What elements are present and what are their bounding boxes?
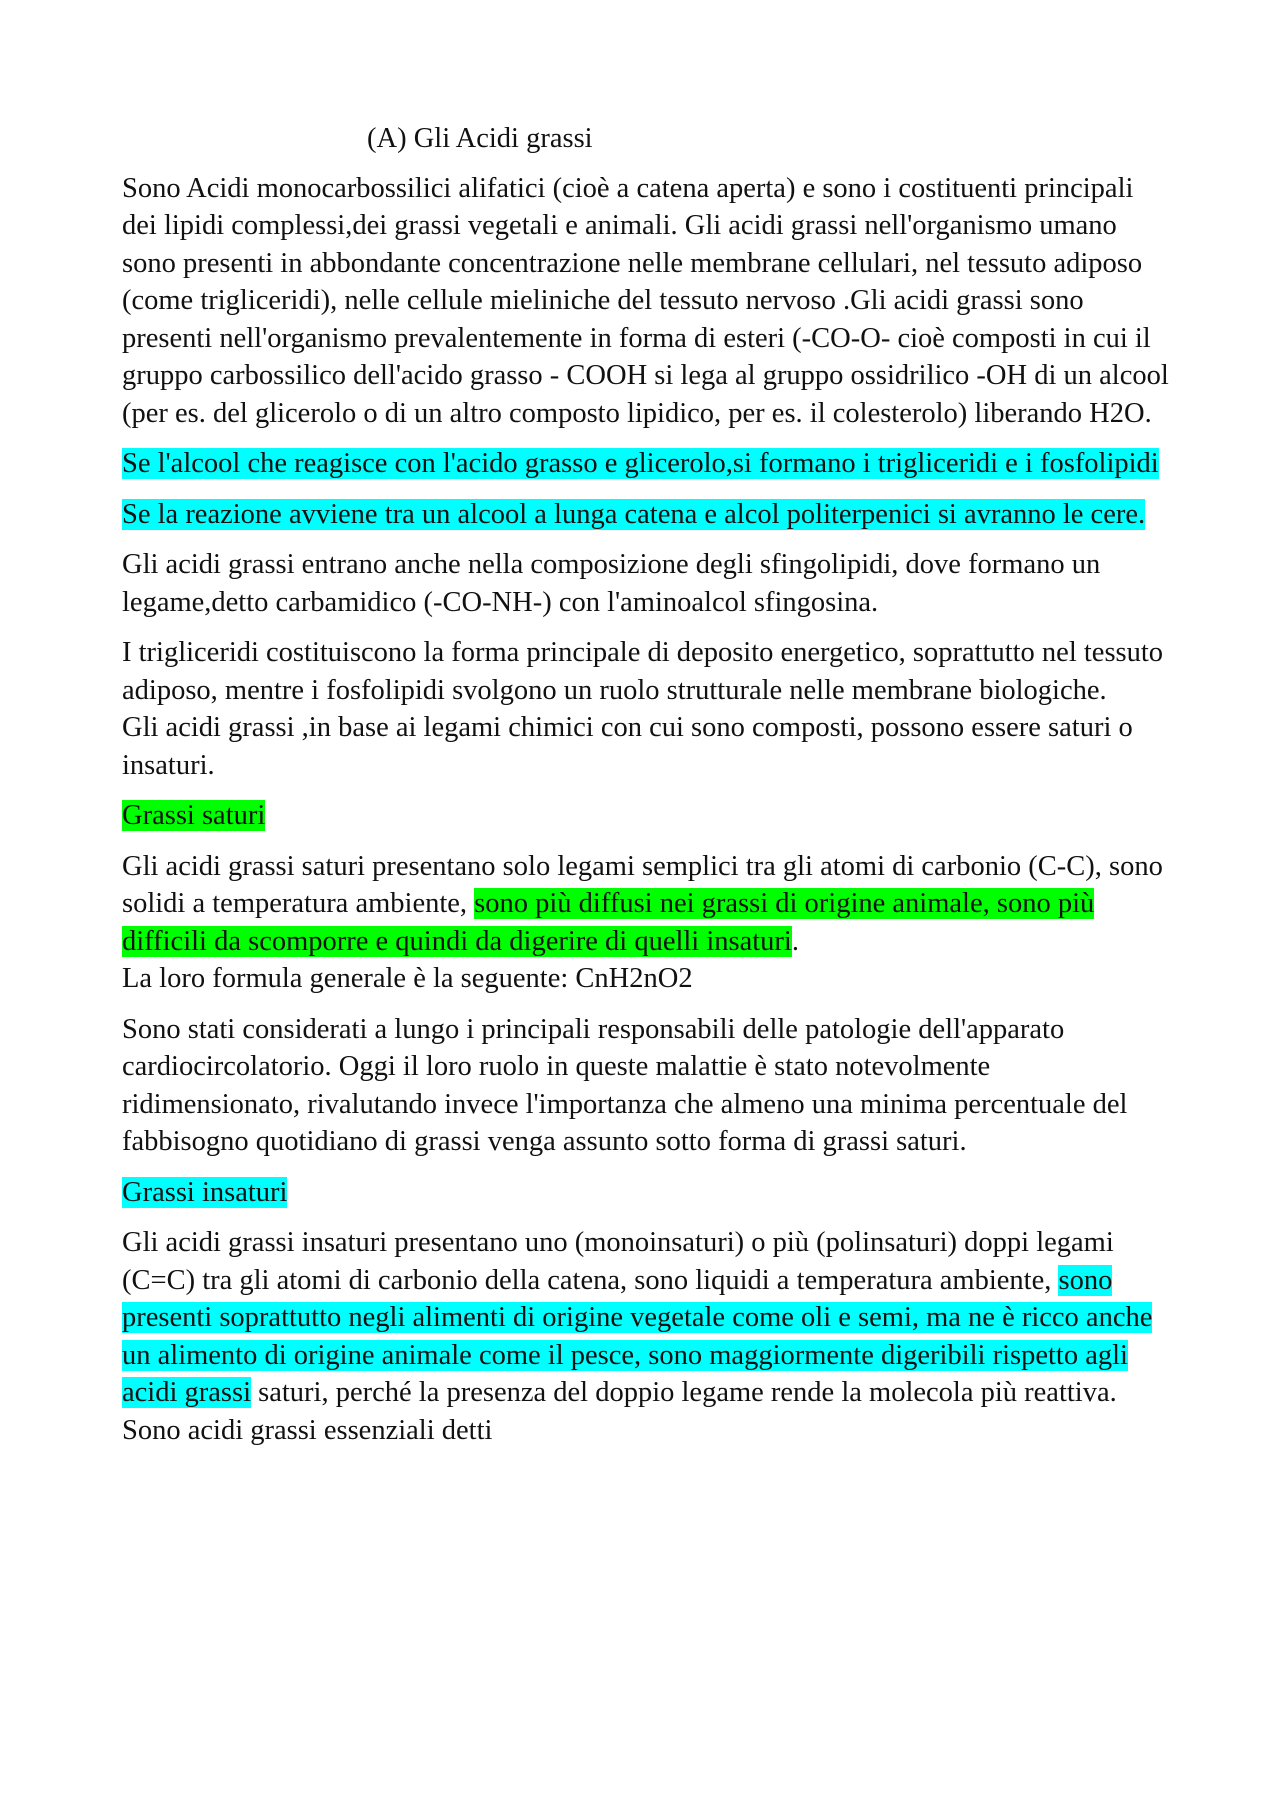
cere-highlight: Se la reazione avviene tra un alcool a lunga catena e alcol politerpenici si avranno le cere.: [122, 498, 1146, 530]
saturi-text-end: .: [791, 925, 799, 957]
intro-text: Sono Acidi monocarbossilici alifatici (cioè a catena aperta) e sono i costituenti principali dei lipidi complessi,dei grassi vegetali e animali. Gli acidi grassi nell'organismo umano sono presenti in abbondante concentrazione nelle membrane cellulari, nel tessuto adiposo (come trigliceridi), nelle cellule mieliniche del tessuto nervoso .Gli acidi grassi sono presenti nell'organismo prevalentemente in forma di esteri (-CO-O- cioè composti in cui il gruppo carbossilico dell'acido grasso - COOH si lega al gruppo ossidrilico -OH di un alcool (per es. del glicerolo o di un altro composto lipidico, per es. il colesterolo) liberando H2O.: [122, 172, 1169, 429]
cere-paragraph: [122, 496, 1172, 534]
insaturi-text-end: saturi, perché la presenza del doppio legame rende la molecola più reattiva. Sono acidi grassi essenziali detti: [122, 1377, 1117, 1446]
insaturi-paragraph: [122, 1224, 1172, 1449]
saturi-text-start: Gli acidi grassi saturi presentano solo legami semplici tra gli atomi di carbonio (C-C), sono solidi a temperatura ambiente,: [122, 850, 1163, 919]
sfingolipidi-paragraph: Gli acidi grassi entrano anche nella composizione degli sfingolipidi, dove formano un legame,detto carbamidico (-CO-NH-) con l'aminoalcol sfingosina.: [122, 549, 1101, 618]
document-body: [122, 120, 1172, 1462]
glicerolo-highlight: Se l'alcool che reagisce con l'acido grasso e glicerolo,si formano i trigliceridi e i fosfolipidi: [122, 448, 1159, 479]
section-title: (A) Gli Acidi grassi: [367, 123, 593, 154]
insaturi-heading: Grassi insaturi: [122, 1176, 288, 1208]
saturi-heading: Grassi saturi: [122, 800, 266, 831]
insaturi-text-highlight: sono presenti soprattutto negli alimenti di origine vegetale come oli e semi, ma ne è ricco anche un alimento di origine animale come il pesce, sono maggiormente digeribili rispetto agli acidi grassi: [122, 1264, 1153, 1408]
saturi-heading-paragraph: [122, 797, 1172, 835]
formula-line: La loro formula generale è la seguente: CnH2nO2: [122, 963, 693, 994]
patologie-paragraph: Sono stati considerati a lungo i principali responsabili delle patologie dell'apparato cardiocircolatorio. Oggi il loro ruolo in queste malattie è stato notevolmente ridimensionato, rivalutando invece l'importanza che almeno una minima percentuale del fabbisogno quotidiano di grassi venga assunto sotto forma di grassi saturi.: [122, 1013, 1128, 1157]
trigliceridi-paragraph: I trigliceridi costituiscono la forma principale di deposito energetico, soprattutto nel tessuto adiposo, mentre i fosfolipidi svolgono un ruolo strutturale nelle membrane biologiche.: [122, 637, 1164, 706]
insaturi-heading-paragraph: [122, 1174, 1172, 1212]
intro-paragraph: [122, 170, 1172, 433]
glicerolo-paragraph: [122, 445, 1172, 483]
saturi-text-highlight: sono più diffusi nei grassi di origine animale, sono più difficili da scomporre e quindi da digerire di quelli insaturi: [122, 888, 1095, 957]
legami-paragraph: Gli acidi grassi ,in base ai legami chimici con cui sono composti, possono essere saturi o insaturi.: [122, 712, 1133, 781]
saturi-paragraph: [122, 848, 1172, 961]
insaturi-text-start: Gli acidi grassi insaturi presentano uno (monoinsaturi) o più (polinsaturi) doppi legami (C=C) tra gli atomi di carbonio della catena, sono liquidi a temperatura ambiente,: [122, 1227, 1114, 1296]
